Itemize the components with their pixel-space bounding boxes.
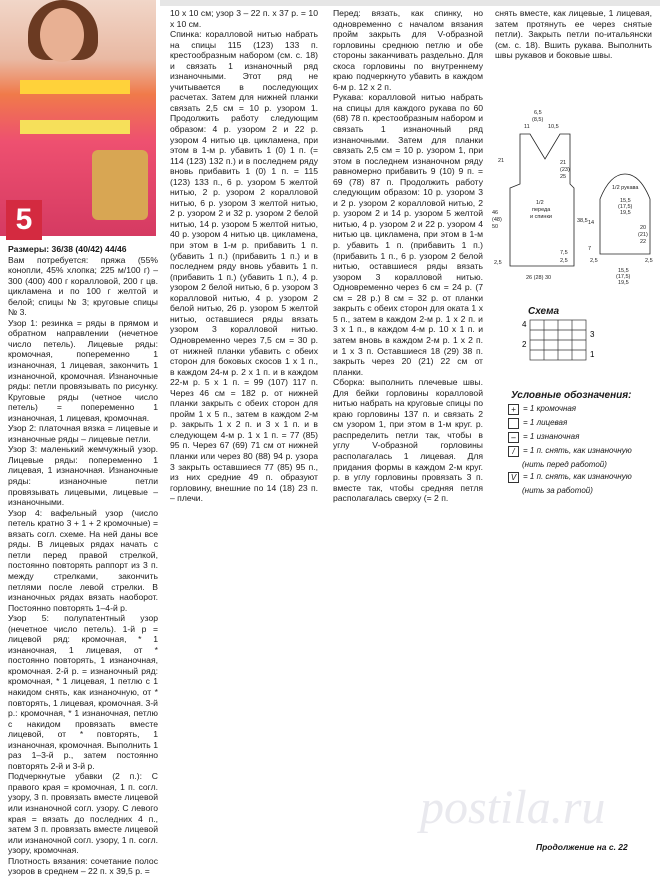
dim-sleeve: 15,5 [618, 268, 629, 274]
dim-sleeve: 15,5 [620, 198, 631, 204]
sleeves-text: Рукава: коралловой нитью набрать на спицы для каждого рукава по 60 (68) 78 п. крестообразным набором и связать 1 изнаночный ряд изнаночными. Затем для планки связать 2,5 см = 10 р. узором 1, при этом в последнем изнаночном ряду равномерно прибавить 9 (10) 9 п. = 69 (78) 87 п. Продолжить работу следующим образом: 10 р. узором 3 и 2 р. узором 2 коралловой нитью, 2 р. узором 2 и 14 р. узором 5 желтой нитью, 4 р. узором 2 и 22 р. узором 4 нитью цв. цикламена, при этом в 1-м р. убавить 1 п. (прибавить 1 п.) (прибавить 1 п., 6 р. узором 2 белой нитью, оставшиеся ряды вязать узором 3 коралловой нитью. Одновременно через 6 см = 24 р. (7 см = 28 р.) 8 см = 32 р. от планки закрыть с обеих сторон для оката 1 x 5 п., затем в каждом 2-м р. 1 x 2 п. и 3 x 1 п., в каждом 4-м р. 10 x 1 п. и затем вновь в каждом 2-м р. 1 x 2 п. и 1 x 3 п. Оставшиеся 18 (29) 38 п. закрыть через 20 (21) 22 см от планки. [333, 92, 483, 377]
sizes-text: Размеры: 36/38 (40/42) 44/46 [8, 244, 127, 254]
piece-label: и спинки [530, 214, 552, 220]
piece-label: переда [532, 207, 551, 213]
photo-stripe [20, 120, 130, 134]
photo-face [40, 8, 84, 62]
front-text: Перед: вязать, как спинку, но одновременно с началом вязания пройм закрыть для V-образной горловины среднюю петлю и обе стороны заканчивать раздельно. Для скоса горловины по внутреннему краю подчеркнуто убавить в каждом 6-м р. 12 x 2 п. [333, 8, 483, 92]
photo-stripe [20, 80, 130, 94]
dim-side: (23) [560, 167, 570, 173]
dim-sleeve: (21) [638, 232, 648, 238]
dim-side: (48) [492, 217, 502, 223]
materials-text: Вам потребуется: пряжа (55% конопли, 45% хлопка; 225 м/100 г) – 300 (400) 400 г коралловой, 200 г цв. цикламена и по 100 г желтой и белой; спицы № 3; круговые спицы № 3. [8, 254, 158, 318]
continuation-note: Продолжение на с. 22 [536, 842, 628, 852]
pattern-diagram [490, 104, 658, 304]
legend-item-note: (нить за работой) [522, 486, 593, 495]
decreases-text: Подчеркнутые убавки (2 п.): С правого края = кромочная, 1 п. согл. узору, 3 п. провязать вместе лицевой или изнаночной согл. узору. С левого края = вязать до последних 4 п., затем 3 п. провязать вместе лицевой или изнаночной согл. узору, 1 п. согл. узору, кромочная. [8, 771, 158, 856]
dim-side: 7,5 [560, 250, 568, 256]
gauge-text: Плотность вязания: сочетание полос узоров в среднем – 22 п. x 39,5 р. = [8, 855, 158, 877]
dim-top: 11 [524, 124, 530, 130]
dim-side: 38,5 [577, 218, 588, 224]
dim-bottom: 26 (28) 30 [526, 275, 552, 281]
legend-item: V = 1 п. снять, как изнаночную [508, 472, 658, 483]
dim-side: 25 [560, 174, 567, 180]
schema-chart [518, 318, 598, 364]
schema-title: Схема [528, 306, 560, 317]
column-2 [170, 8, 318, 504]
sleeve-label: 1/2 рукава [612, 185, 639, 191]
dim-sleeve: 19,5 [620, 210, 631, 216]
photo-bag [92, 150, 148, 220]
column-3 [333, 8, 483, 504]
dim-sleeve: (17,5) [616, 274, 631, 280]
column-4 [495, 8, 652, 61]
dim-side: 2,5 [560, 258, 568, 264]
dim-sleeve: (17,5) [618, 204, 633, 210]
dim-side: 46 [492, 210, 499, 216]
dim-sleeve: 22 [640, 239, 647, 245]
pattern-number-badge: 5 [6, 200, 42, 240]
dim-sleeve: 2,5 [645, 258, 653, 264]
dim-top: 6,5 [534, 110, 542, 116]
dim-top: (8,5) [532, 117, 544, 123]
schema-row-label: 1 [590, 350, 595, 359]
legend-item: + = 1 кромочная [508, 404, 658, 415]
legend [508, 404, 658, 498]
schema-row-label: 3 [590, 330, 595, 339]
dim-side: 2,5 [494, 260, 502, 266]
dim-top: 10,5 [548, 124, 559, 130]
legend-item: = 1 лицевая [508, 418, 658, 429]
dim-sleeve: 20 [640, 225, 647, 231]
dim-side: 21 [560, 160, 567, 166]
assembly-text: Сборка: выполнить плечевые швы. Для бейки горловины коралловой нитью набрать на круговые спицы по краю горловины 137 п. и связать 2 см узором 1, при этом в 1-м круг. р. распределить петли так, чтобы в углу V-образной горловины располагалась 1 лицевая. Для придания формы в каждом 2-м круг. р. в углу горловины провязать 3 п. вместе так, чтобы средняя петля располагалась сверху (= 2 п. [333, 377, 483, 504]
pattern-1-text: Узор 1: резинка = ряды в прямом и обратном направлении (нечетное число петель). Лицевые ряды: кромочная, попеременно 1 изнаночная, 1 лицевая, закончить 1 изнаночной, кромочная. Изнаночные ряды: петли провязывать по рисунку. Круговые ряды (четное число петель) = попеременно 1 изнаночная, 1 лицевая, кромочная. [8, 317, 158, 423]
watermark: postila.ru [420, 781, 606, 834]
piece-label: 1/2 [536, 200, 544, 206]
schema-row-label: 2 [522, 340, 527, 349]
dim-side: 21 [498, 158, 505, 164]
dim-sleeve: 2,5 [590, 258, 598, 264]
schema-row-label: 4 [522, 320, 527, 329]
back-text: Спинка: коралловой нитью набрать на спицы 115 (123) 133 п. крестообразным набором (см. с. 18) и связать 1 изнаночный ряд изнаночными. Этот ряд не учитывается в последующих расчетах. Затем для нижней планки связать 2,5 см = 10 р. узором 1. Продолжить работу следующим образом: 4 р. узором 2 и 22 р. узором 4 нитью цв. цикламена, при этом в 1-м р. убавить 1 (0) 1 п. (= 114 (123) 132 п.) и в последнем ряду вновь прибавить 1 (0) 1 п. = 115 (123) 133 п., 6 р. узором 5 желтой нитью, 2 р. узором 2 коралловой нитью, 6 р. узором 3 желтой нитью, 2 р. узором 2 и 32 р. узором 2 белой нитью, 14 р. узором 5 желтой нитью, 40 р. узором 4 нитью цв. цикламена, при этом в 1-м р. прибавить 1 п. (убавить 1 п.) (прибавить 1 п.) и в последнем ряду вновь убавить 1 п. (прибавить 1 п.) (убавить 1 п.), 4 р. узором 2 белой нитью, 6 р. узором 3 коралловой нитью, 4 р. узором 2 белой нитью, 26 р. узором 5 желтой нитью, оставшиеся ряды вязать узором 3 коралловой нитью. Одновременно через 7,5 см = 30 р. от нижней планки убавить с обеих сторон для боковых скосов 1 x 1 п., в каждом 24-м р. 2 x 1 п. и в каждом 22-м р. 5 x 1 п. = 99 (107) 117 п. Через 46 см = 182 р. от нижней планки закрыть с обеих сторон для пройм 1 x 5 п., затем в каждом 2-м р. закрыть 1 x 2 п. и 3 x 1 п. и в следующем 4-м р. 1 x 1 п. = 77 (85) 95 п. Через 67 (69) 71 см от нижней планки или через 80 (88) 94 р. узора 3 закрыть оставшиеся 77 (85) 95 п., из них средние 49 п. образуют горловину, внешние по 14 (18) 23 п. – плечи. [170, 29, 318, 504]
gauge-continued-text: 10 x 10 см; узор 3 – 22 п. x 37 р. = 10 x 10 см. [170, 8, 318, 29]
dim-sleeve: 19,5 [618, 280, 629, 286]
dim-sleeve: 7 [588, 246, 592, 252]
legend-item-note: (нить перед работой) [522, 460, 607, 469]
legend-item: – = 1 изнаночная [508, 432, 658, 443]
pattern-4-text: Узор 4: вафельный узор (число петель кратно 3 + 1 + 2 кромочные) = вязать согл. схеме. На ней даны все ряды. В лицевых рядах начать с петли перед правой стрелкой, постоянно повторять раппорт из 3 п. между стрелками, закончить петлями после левой стрелки. В изнаночных рядах вязать наоборот. Постоянно повторять 1–4-й р. [8, 507, 158, 613]
dim-sleeve: 14 [588, 220, 595, 226]
column-1 [8, 244, 158, 877]
top-bar [160, 0, 660, 6]
assembly-continued-text: снять вместе, как лицевые, 1 лицевая, затем протянуть ее через снятые петли). Закрыть петли по-итальянски (см. с. 18). Вшить рукава. Выполнить швы рукавов и боковые швы. [495, 8, 652, 61]
pattern-3-text: Узор 3: маленький жемчужный узор. Лицевые ряды: попеременно 1 лицевая, 1 изнаночная. Изнаночные ряды: изнаночные петли провязывать лицевыми, лицевые – изнаночными. [8, 444, 158, 508]
legend-item: / = 1 п. снять, как изнаночную [508, 446, 658, 457]
pattern-5-text: Узор 5: полупатентный узор (нечетное число петель). 1-й р = лицевой ряд: кромочная, * 1 изнаночная, 1 лицевая, от * постоянно повторять, 1 изнаночная, кромочная. 2-й р. = изнаночный ряд: кромочная, * 1 лицевая, 1 петлю с 1 накидом снять, как изнаночную, от * повторять, 1 лицевая, кромочная. 3-й р.: кромочная, * 1 изнаночная, петлю с накидом провязать вместе лицевой, от * повторять, 1 изнаночная, кромочная. Выполнить 1 раз 1–3-й р., затем постоянно повторять 2-й и 3-й р. [8, 613, 158, 771]
pattern-2-text: Узор 2: платочная вязка = лицевые и изнаночные ряды – лицевые петли. [8, 423, 158, 444]
dim-side: 50 [492, 224, 499, 230]
legend-title: Условные обозначения: [511, 390, 632, 401]
